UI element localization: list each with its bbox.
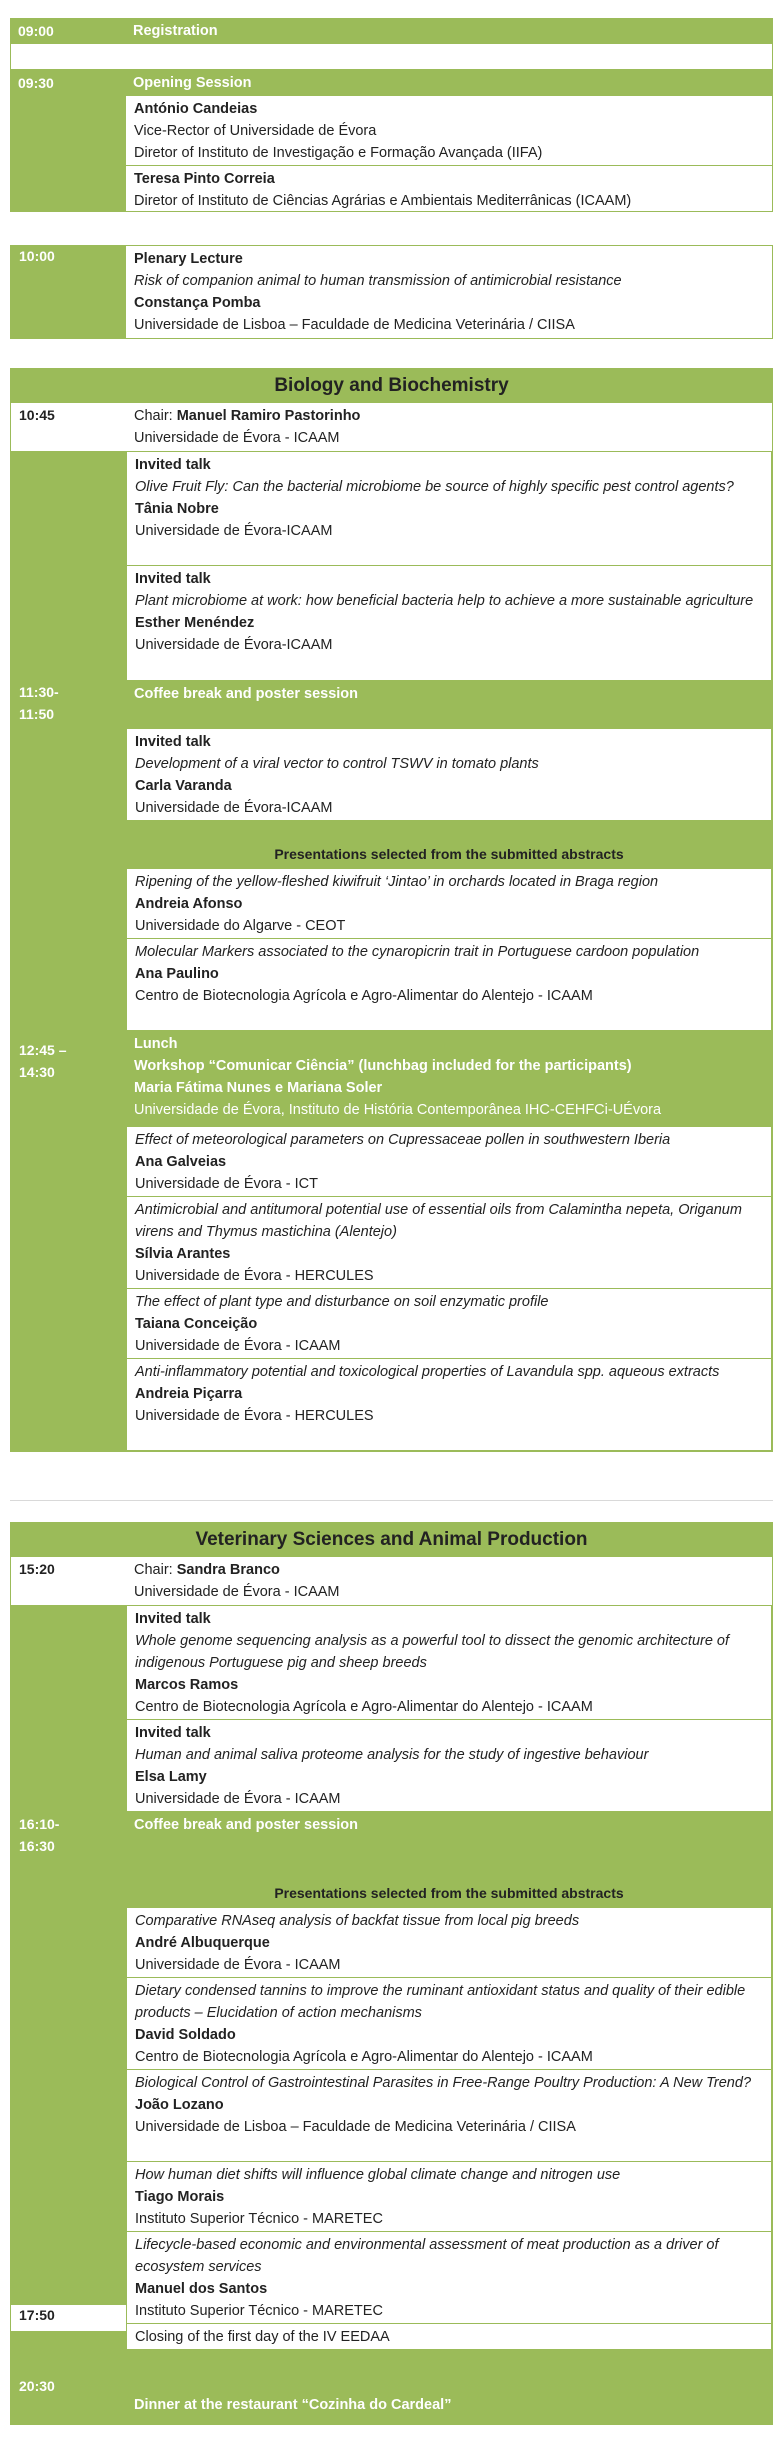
plenary-title: Risk of companion animal to human transmission of antimicrobial resistance [134,273,622,289]
plenary-speaker: Constança Pomba [134,295,261,311]
plenary-time: 10:00 [11,246,126,338]
talk-block: Invited talk Plant microbiome at work: how beneficial bacteria help to achieve a more sustainable agriculture Esther Menéndez Universidade de Évora-ICAAM [126,566,772,681]
divider [10,1500,773,1501]
talk-title: Plant microbiome at work: how beneficial bacteria help to achieve a more sustainable agriculture [135,593,754,609]
registration-row [10,18,773,44]
registration-label: Registration [133,23,218,39]
chair-name: Sandra Branco [176,1562,280,1578]
veterinary-section: Veterinary Sciences and Animal Production 15:20 Chair: Sandra Branco Universidade de Évora - ICAAM 16:10- 16:30 20:30 17:50 Invited talk Whole genome sequencing analysis as a powerful tool to dissect the genomic architecture of indigenous Portuguese pig and sheep breeds Marcos Ramos Centro de Biotecnologia Agrícola e Agro-Alimentar do Alentejo - ICAAM Invited talk Human and animal saliva proteome analysis for the study of ingestive behaviour Elsa Lamy Universidade de Évora - ICAAM Coffee break and poster session Presentations selected from the submitted abstracts Comparative RNAseq analysis of backfat tissue from local pig breeds André Albuquerque Universidade de Évora - ICAAM Dietary condensed tannins to improve the ruminant antioxidant status and quality of their edible products – Elucidation of action mechanisms David Soldado Centro de Biotecnologia Agrícola e Agro-Alimentar do Alentejo - ICAAM Biological Control of Gastrointestinal Parasites in Free-Range Poultry Production: A New Trend? João Lozano Universidade de Lisboa – Faculdade de Medicina Veterinária / CIISA How human diet shifts will influence global climate change and nitrogen use Tiago Morais Instituto Superior Técnico - MARETEC Lifecycle-based economic and environmental assessment of meat production as a driver of ecosystem services Manuel dos Santos Instituto Superior Técnico - MARETEC Closing of the first day of the IV EEDAA Dinner at the restaurant “Cozinha do Cardeal” [10,1522,773,2425]
chair-prefix: Chair: [134,408,177,424]
talk-affiliation: Centro de Biotecnologia Agrícola e Agro-Alimentar do Alentejo - ICAAM [135,1699,593,1715]
talk-title: Human and animal saliva proteome analysis for the study of ingestive behaviour [135,1747,649,1763]
speaker-block [125,96,773,166]
talk-speaker: Tânia Nobre [135,501,219,517]
coffee-time: 16:10- [19,1816,60,1832]
abstract-block: Biological Control of Gastrointestinal Parasites in Free-Range Poultry Production: A New Trend? João Lozano Universidade de Lisboa – Faculdade de Medicina Veterinária / CIISA [126,2070,772,2162]
chair-affiliation: Universidade de Évora - ICAAM [134,430,340,446]
section-heading: Biology and Biochemistry [11,369,772,403]
opening-label: Opening Session [133,75,252,91]
abstract-block: Comparative RNAseq analysis of backfat tissue from local pig breeds André Albuquerque Universidade de Évora - ICAAM [126,1908,772,1978]
speaker-role: Diretor of Instituto de Investigação e Formação Avançada (IIFA) [134,145,543,161]
dinner-label: Dinner at the restaurant “Cozinha do Cardeal” [134,2397,452,2413]
abstract-block: Ripening of the yellow-fleshed kiwifruit ‘Jintao’ in orchards located in Braga region Andreia Afonso Universidade do Algarve - CEOT [126,869,772,939]
abstract-block: How human diet shifts will influence global climate change and nitrogen use Tiago Morais Instituto Superior Técnico - MARETEC [126,2162,772,2232]
lunch-time: 12:45 – [19,1042,67,1058]
talk-block: Invited talk Whole genome sequencing analysis as a powerful tool to dissect the genomic architecture of indigenous Portuguese pig and sheep breeds Marcos Ramos Centro de Biotecnologia Agrícola e Agro-Alimentar do Alentejo - ICAAM [126,1605,772,1720]
plenary-affiliation: Universidade de Lisboa – Faculdade de Medicina Veterinária / CIISA [134,317,575,333]
workshop-speakers: Maria Fátima Nunes e Mariana Soler [134,1080,383,1096]
coffee-break-label: Coffee break and poster session [126,681,772,729]
abstract-block: Dietary condensed tannins to improve the ruminant antioxidant status and quality of their edible products – Elucidation of action mechanisms David Soldado Centro de Biotecnologia Agrícola e Agro-Alimentar do Alentejo - ICAAM [126,1978,772,2070]
talk-title: Olive Fruit Fly: Can the bacterial microbiome be source of highly specific pest control agents? [135,479,734,495]
speaker-role: Diretor of Instituto de Ciências Agrárias e Ambientais Mediterrânicas (ICAAM) [134,193,632,209]
chair-prefix: Chair: [134,1562,177,1578]
speaker-role: Vice-Rector of Universidade de Évora [134,123,377,139]
chair-name: Manuel Ramiro Pastorinho [176,408,361,424]
speaker-name: António Candeias [134,101,258,117]
coffee-time: 11:30- [19,684,59,700]
opening-block [10,18,773,212]
talk-block: Invited talk Olive Fruit Fly: Can the bacterial microbiome be source of highly specific pest control agents? Tânia Nobre Universidade de Évora-ICAAM [126,451,772,566]
abstracts-heading: Presentations selected from the submitted abstracts [126,821,772,869]
opening-time: 09:30 [18,75,54,91]
workshop-affiliation: Universidade de Évora, Instituto de História Contemporânea IHC-CEHFCi-UÉvora [134,1102,662,1118]
registration-time: 09:00 [18,23,54,39]
talk-speaker: Elsa Lamy [135,1769,207,1785]
talk-speaker: Marcos Ramos [135,1677,239,1693]
workshop-title: Workshop “Comunicar Ciência” (lunchbag included for the participants) [134,1058,632,1074]
talk-affiliation: Universidade de Évora-ICAAM [135,800,333,816]
abstract-block: Effect of meteorological parameters on Cupressaceae pollen in southwestern Iberia Ana Galveias Universidade de Évora - ICT [126,1127,772,1197]
opening-row [10,70,773,96]
abstract-block: Anti-inflammatory potential and toxicological properties of Lavandula spp. aqueous extracts Andreia Piçarra Universidade de Évora - HERCULES [126,1359,772,1451]
talk-affiliation: Universidade de Évora - ICAAM [135,1791,341,1807]
chair-row [11,403,772,451]
speaker-block [125,166,773,212]
biology-section: Biology and Biochemistry 10:45 Chair: Manuel Ramiro Pastorinho Universidade de Évora - ICAAM 11:30- 11:50 12:45 – 14:30 Invited talk Olive Fruit Fly: Can the bacterial microbiome be source of highly specific pest control agents? Tânia Nobre Universidade de Évora-ICAAM Invited talk Plant microbiome at work: how beneficial bacteria help to achieve a more sustainable agriculture Esther Menéndez Universidade de Évora-ICAAM Coffee break and poster session Invited talk Development of a viral vector to control TSWV in tomato plants Carla Varanda Universidade de Évora-ICAAM Presentations selected from the submitted abstracts Ripening of the yellow-fleshed kiwifruit ‘Jintao’ in orchards located in Braga region Andreia Afonso Universidade do Algarve - CEOT Molecular Markers associated to the cynaropicrin trait in Portuguese cardoon population Ana Paulino Centro de Biotecnologia Agrícola e Agro-Alimentar do Alentejo - ICAAM Lunch Workshop “Comunicar Ciência” (lunchbag included for the participants) Maria Fátima Nunes e Mariana Soler Universidade de Évora, Instituto de História Contemporânea IHC-CEHFCi-UÉvora Effect of meteorological parameters on Cupressaceae pollen in southwestern Iberia Ana Galveias Universidade de Évora - ICT Antimicrobial and antitumoral potential use of essential oils from Calamintha nepeta, Origanum virens and Thymus mastichina (Alentejo) Sílvia Arantes Universidade de Évora - HERCULES The effect of plant type and disturbance on soil enzymatic profile Taiana Conceição Universidade de Évora - ICAAM Anti-inflammatory potential and toxicological properties of Lavandula spp. aqueous extracts Andreia Piçarra Universidade de Évora - HERCULES [10,368,773,1452]
opening-speakers [10,96,773,212]
abstract-block: Lifecycle-based economic and environmental assessment of meat production as a driver of ecosystem services Manuel dos Santos Instituto Superior Técnico - MARETEC [126,2232,772,2324]
abstract-block: The effect of plant type and disturbance on soil enzymatic profile Taiana Conceição Universidade de Évora - ICAAM [126,1289,772,1359]
dinner-time: 20:30 [19,2378,55,2394]
talk-affiliation: Universidade de Évora-ICAAM [135,637,333,653]
talk-block: Invited talk Development of a viral vector to control TSWV in tomato plants Carla Varanda Universidade de Évora-ICAAM [126,729,772,821]
abstract-block: Antimicrobial and antitumoral potential use of essential oils from Calamintha nepeta, Origanum virens and Thymus mastichina (Alentejo) Sílvia Arantes Universidade de Évora - HERCULES [126,1197,772,1289]
speaker-name: Teresa Pinto Correia [134,171,275,187]
plenary-block [10,245,773,339]
plenary-type: Plenary Lecture [134,251,243,267]
section-heading: Veterinary Sciences and Animal Production [11,1523,772,1557]
talk-affiliation: Universidade de Évora-ICAAM [135,523,333,539]
talk-speaker: Carla Varanda [135,778,232,794]
talk-speaker: Esther Menéndez [135,615,255,631]
talk-title: Whole genome sequencing analysis as a powerful tool to dissect the genomic architecture of indigenous Portuguese pig and sheep breeds [135,1633,730,1671]
chair-affiliation: Universidade de Évora - ICAAM [134,1584,340,1600]
abstracts-heading: Presentations selected from the submitted abstracts [126,1860,772,1908]
talk-title: Development of a viral vector to control TSWV in tomato plants [135,756,539,772]
chair-time: 10:45 [19,407,55,423]
chair-row [11,1557,772,1605]
spacer-row [10,44,773,70]
lunch-label: Lunch [134,1036,178,1052]
closing-time: 17:50 [19,2307,55,2323]
coffee-break-label: Coffee break and poster session [126,1812,772,1860]
talk-block: Invited talk Human and animal saliva proteome analysis for the study of ingestive behaviour Elsa Lamy Universidade de Évora - ICAAM [126,1720,772,1812]
lunch-block [126,1031,772,1127]
closing-label: Closing of the first day of the IV EEDAA [126,2324,772,2350]
abstract-block: Molecular Markers associated to the cynaropicrin trait in Portuguese cardoon population Ana Paulino Centro de Biotecnologia Agrícola e Agro-Alimentar do Alentejo - ICAAM [126,939,772,1031]
chair-time: 15:20 [19,1561,55,1577]
